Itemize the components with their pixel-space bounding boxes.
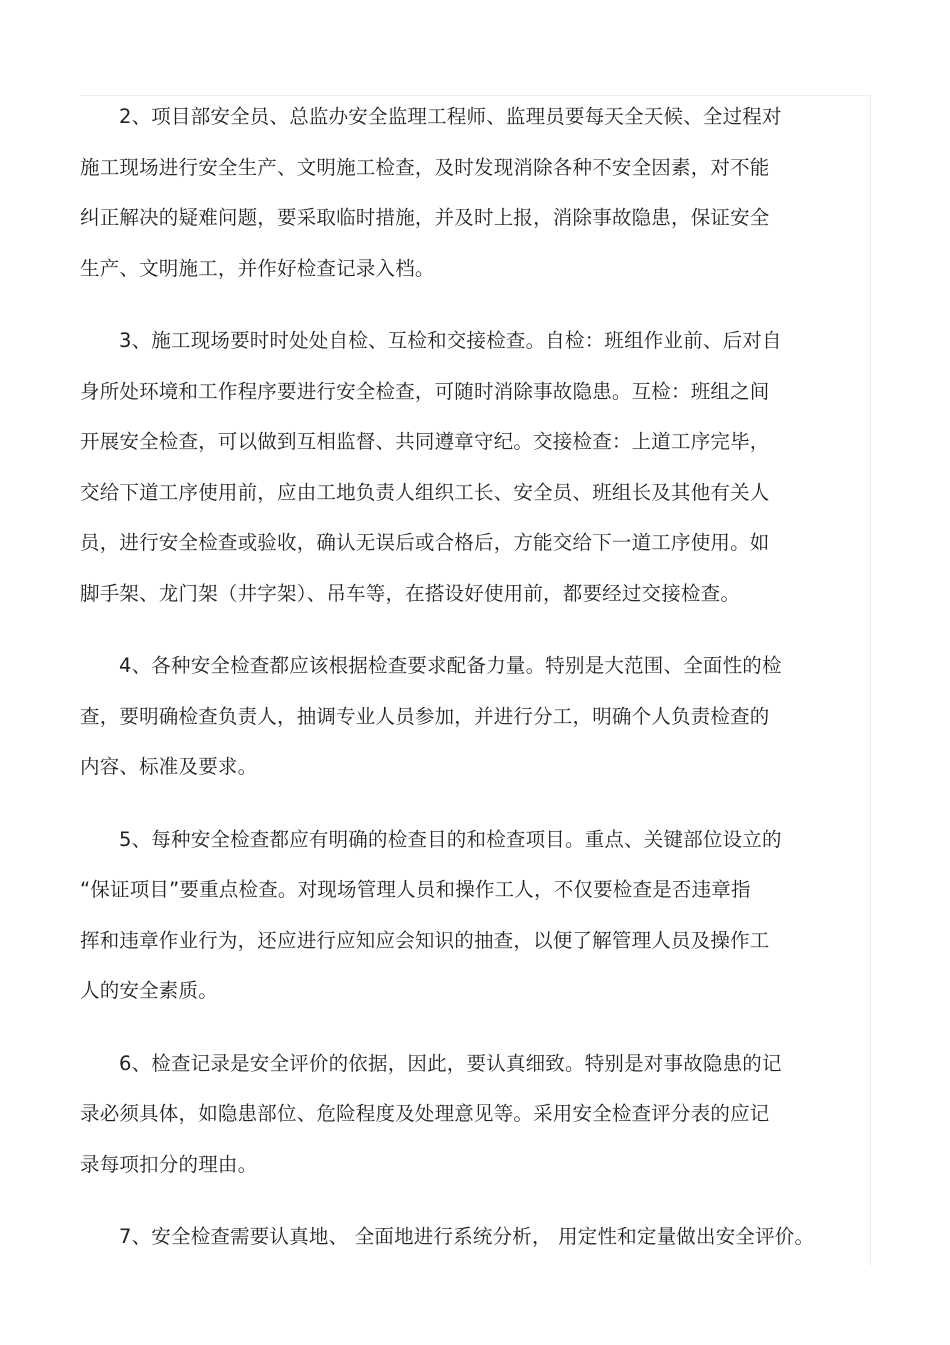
paragraph-item-7: 7、安全检查需要认真地、 全面地进行系统分析， 用定性和定量做出安全评价。: [119, 1225, 815, 1248]
document-body: [80, 92, 840, 1263]
paragraph-item-5: 5、每种安全检查都应有明确的检查目的和检查项目。重点、关键部位设立的 “保证项目”要重点检查。对现场管理人员和操作工人，不仅要检查是否违章指 挥和违章作业行为，还应进行应知应会知识的抽查，以便了解管理人员及操作工 人的安全素质。: [80, 827, 782, 1002]
paragraph-item-4: 4、各种安全检查都应该根据检查要求配备力量。特别是大范围、全面性的检 查，要明确检查负责人，抽调专业人员参加，并进行分工，明确个人负责检查的 内容、标准及要求。: [80, 654, 782, 778]
paragraph-item-6: 6、检查记录是安全评价的依据，因此，要认真细致。特别是对事故隐患的记 录必须具体，如隐患部位、危险程度及处理意见等。采用安全检查评分表的应记 录每项扣分的理由。: [80, 1051, 782, 1176]
paragraph-item-2: 2、项目部安全员、总监办安全监理工程师、监理员要每天全天候、全过程对 施工现场进行安全生产、文明施工检查，及时发现消除各种不安全因素，对不能 纠正解决的疑难问题，要采取临时措施，并及时上报，消除事故隐患，保证安全 生产、文明施工，并作好检查记录入档。: [80, 105, 782, 280]
paragraph-item-3: 3、施工现场要时时处处自检、互检和交接检查。自检：班组作业前、后对自 身所处环境和工作程序要进行安全检查，可随时消除事故隐患。互检：班组之间 开展安全检查，可以做到互相监督、共同遵章守纪。交接检查：上道工序完毕， 交给下道工序使用前，应由工地负责人组织工长、安全员、班组长及其他有关人 员，进行安全检查或验收，确认无误后或合格后，方能交给下一道工序使用。如 脚手架、龙门架（井字架）、吊车等，在搭设好使用前，都要经过交接检查。: [80, 329, 782, 605]
